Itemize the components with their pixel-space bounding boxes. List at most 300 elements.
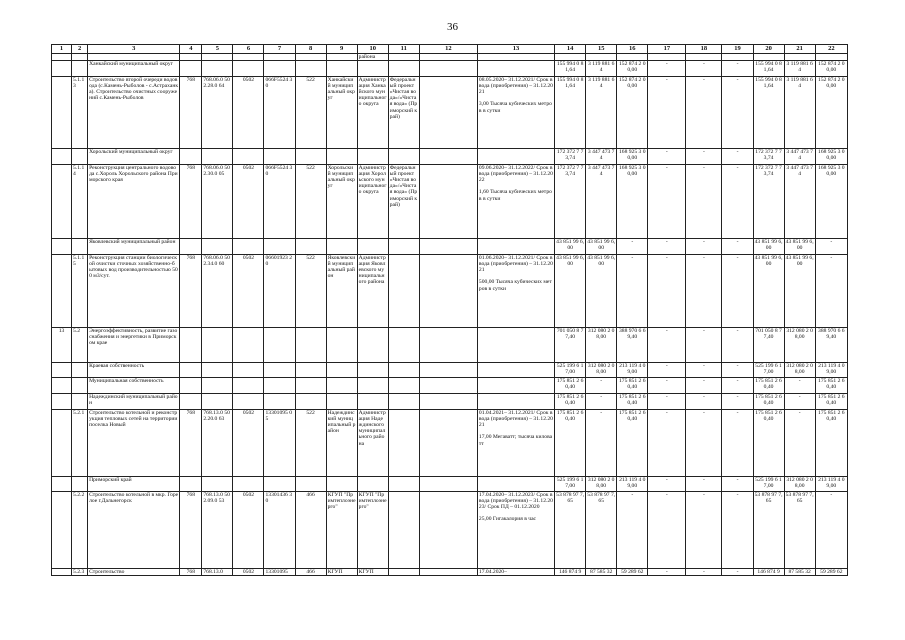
table-cell: [326, 328, 357, 363]
table-row: [52, 255, 848, 328]
table-cell: 312 080 2 08,00: [586, 477, 617, 492]
table-cell: [180, 477, 202, 492]
table-cell: [72, 61, 88, 77]
table-cell: -: [686, 410, 722, 477]
table-cell: 43 851 99 6,00: [586, 239, 617, 255]
table-cell: [295, 239, 326, 255]
table-cell: -: [648, 363, 686, 378]
table-cell: [419, 77, 477, 149]
table-row: [52, 378, 848, 394]
table-cell: [180, 239, 202, 255]
table-cell: Ханкайский муниципальный округ: [326, 77, 357, 149]
table-cell: 53 878 97 7,65: [555, 492, 586, 569]
table-cell: [477, 328, 554, 363]
table-cell: [388, 149, 419, 165]
table-cell: -: [686, 477, 722, 492]
table-cell: [419, 394, 477, 410]
table-cell: Приморский край: [88, 477, 180, 492]
table-cell: 213 119 4 09,00: [815, 363, 847, 378]
table-cell: 768.13.0: [202, 569, 233, 576]
table-cell: [264, 61, 295, 77]
table-cell: -: [617, 492, 648, 569]
table-cell: Федеральный проект «Чистая вода»/«Чистая вода» (Приморский край): [388, 77, 419, 149]
table-cell: 3 119 881 64: [586, 77, 617, 149]
table-cell: [52, 477, 72, 492]
table-cell: 066F5524 30: [264, 165, 295, 239]
table-cell: 0502: [233, 77, 264, 149]
table-row: [52, 61, 848, 77]
table-cell: 09.06.2020– 31.12.2022/ Срок ввода (приобретения) – 31.12.2022 1,60 Тысяча кубических метров в сутки: [477, 165, 554, 239]
table-cell: 59 289 62: [815, 569, 847, 576]
table-cell: [52, 410, 72, 477]
table-cell: 87 585 32: [586, 569, 617, 576]
table-cell: [180, 328, 202, 363]
table-cell: [419, 410, 477, 477]
table-cell: [357, 61, 388, 77]
table-cell: 5.1.15: [72, 255, 88, 328]
table-cell: [52, 378, 72, 394]
table-cell: -: [686, 378, 722, 394]
table-cell: [233, 149, 264, 165]
column-header: 16: [617, 45, 648, 54]
table-cell: [295, 378, 326, 394]
table-cell: Реконструкция станции биологической очистки сточных хозяйственно-бытовых вод производительностью 500 м3/сут.: [88, 255, 180, 328]
table-cell: [388, 410, 419, 477]
table-row: [52, 54, 848, 61]
table-cell: [233, 394, 264, 410]
table-cell: [88, 54, 180, 61]
table-cell: -: [648, 328, 686, 363]
table-cell: 213 119 4 09,00: [617, 477, 648, 492]
table-cell: Яковлевский муниципальный район: [326, 255, 357, 328]
table-cell: -: [722, 149, 753, 165]
table-cell: [202, 378, 233, 394]
table-cell: Администрация Ханкайского муниципального округа: [357, 77, 388, 149]
table-cell: [419, 239, 477, 255]
table-cell: 768: [180, 77, 202, 149]
table-cell: [202, 239, 233, 255]
table-cell: [72, 363, 88, 378]
table-cell: -: [722, 61, 753, 77]
table-cell: Ханкайский муниципальный округ: [88, 61, 180, 77]
table-cell: КГУП "Примтеплоэнерго": [326, 492, 357, 569]
table-cell: [477, 378, 554, 394]
table-cell: [52, 363, 72, 378]
table-cell: 175 851 2 60,40: [815, 394, 847, 410]
table-cell: 312 080 2 08,00: [586, 328, 617, 363]
table-cell: 152 874 2 00,00: [815, 61, 847, 77]
table-cell: 3 119 881 64: [784, 61, 815, 77]
table-cell: [233, 477, 264, 492]
table-cell: 155 994 0 81,64: [753, 77, 784, 149]
table-cell: Реконструкция центрального водовода с.Хороль Хорольского района Приморского края: [88, 165, 180, 239]
table-cell: 175 851 2 60,40: [815, 410, 847, 477]
column-header: 17: [648, 45, 686, 54]
table-cell: Краевая собственность: [88, 363, 180, 378]
column-header: 7: [264, 45, 295, 54]
table-cell: [388, 255, 419, 328]
table-cell: [357, 378, 388, 394]
table-cell: 17.04.2020– 31.12.2023/ Срок ввода (приобретения) – 31.12.2023/ Срок ПД – 01.12.2020 25,00 Гигакалория в час: [477, 492, 554, 569]
table-cell: -: [586, 378, 617, 394]
table-cell: -: [722, 239, 753, 255]
column-header: 2: [72, 45, 88, 54]
table-cell: 701 050 8 77,40: [753, 328, 784, 363]
table-cell: -: [648, 255, 686, 328]
table-cell: -: [648, 378, 686, 394]
table-cell: Хорольский муниципальный округ: [326, 165, 357, 239]
table-cell: [419, 492, 477, 569]
table-cell: [419, 378, 477, 394]
table-cell: 5.2.1: [72, 410, 88, 477]
table-cell: -: [722, 255, 753, 328]
table-cell: [295, 363, 326, 378]
table-cell: 5.2: [72, 328, 88, 363]
table-cell: -: [686, 394, 722, 410]
table-cell: [180, 61, 202, 77]
table-cell: -: [648, 77, 686, 149]
table-cell: [419, 328, 477, 363]
table-cell: [419, 149, 477, 165]
table-cell: 155 994 0 81,64: [753, 61, 784, 77]
table-cell: 01.04.2021– 31.12.2021/ Срок ввода (приобретения) – 31.12.2021 17,00 Мегаватт; тысяча киловатт: [477, 410, 554, 477]
table-row: [52, 410, 848, 477]
table-cell: [52, 54, 72, 61]
table-cell: -: [648, 165, 686, 239]
table-cell: -: [686, 77, 722, 149]
column-header: 6: [233, 45, 264, 54]
table-cell: 768: [180, 492, 202, 569]
table-cell: [388, 328, 419, 363]
table-cell: [295, 328, 326, 363]
table-cell: [815, 54, 847, 61]
table-cell: 768.13.0 502.20.0 63: [202, 410, 233, 477]
table-cell: 43 851 99 6,00: [753, 239, 784, 255]
column-header: 12: [419, 45, 477, 54]
table-cell: -: [722, 492, 753, 569]
table-cell: 172 372 7 73,74: [555, 165, 586, 239]
table-cell: 168 925 3 00,00: [815, 149, 847, 165]
table-cell: [52, 61, 72, 77]
table-cell: 213 119 4 09,00: [815, 477, 847, 492]
table-cell: [52, 492, 72, 569]
table-row: [52, 165, 848, 239]
table-cell: 87 585 32: [784, 569, 815, 576]
table-cell: Строительство: [88, 569, 180, 576]
table-cell: 172 372 7 73,74: [753, 165, 784, 239]
table-cell: -: [784, 378, 815, 394]
table-cell: [295, 54, 326, 61]
table-cell: -: [586, 394, 617, 410]
table-cell: 525 199 6 17,00: [555, 363, 586, 378]
table-cell: [202, 328, 233, 363]
table-cell: [555, 54, 586, 61]
table-cell: -: [648, 394, 686, 410]
table-row: [52, 363, 848, 378]
table-cell: 3 447 473 74: [586, 149, 617, 165]
table-cell: 175 851 2 60,40: [617, 394, 648, 410]
table-cell: Строительство котельной и реконструкция тепловых сетей на территории поселка Новый: [88, 410, 180, 477]
column-header: 5: [202, 45, 233, 54]
table-cell: [388, 394, 419, 410]
table-cell: [388, 54, 419, 61]
table-cell: [357, 477, 388, 492]
table-cell: -: [784, 410, 815, 477]
table-cell: 3 119 881 64: [784, 77, 815, 149]
table-cell: [477, 149, 554, 165]
table-cell: -: [722, 394, 753, 410]
table-cell: [477, 61, 554, 77]
table-cell: -: [815, 239, 847, 255]
table-cell: [264, 378, 295, 394]
table-cell: 43 851 99 6,00: [555, 255, 586, 328]
table-cell: 5.1.14: [72, 165, 88, 239]
table-cell: [617, 54, 648, 61]
table-cell: 13301095 05: [264, 410, 295, 477]
column-header: 14: [555, 45, 586, 54]
table-cell: [264, 477, 295, 492]
table-cell: [180, 149, 202, 165]
table-cell: -: [722, 477, 753, 492]
table-cell: 175 851 2 60,40: [555, 378, 586, 394]
table-cell: [180, 394, 202, 410]
column-header: 20: [753, 45, 784, 54]
table-cell: 175 851 2 60,40: [753, 394, 784, 410]
table-cell: [326, 239, 357, 255]
table-cell: 388 970 6 69,40: [617, 328, 648, 363]
table-cell: [326, 363, 357, 378]
table-cell: -: [648, 410, 686, 477]
table-cell: 43 851 99 6,00: [586, 255, 617, 328]
table-cell: -: [686, 149, 722, 165]
table-cell: 43 851 99 6,00: [784, 255, 815, 328]
table-cell: 3 447 473 74: [784, 165, 815, 239]
table-cell: [419, 569, 477, 576]
table-cell: Яковлевский муниципальный район: [88, 239, 180, 255]
table-cell: 522: [295, 165, 326, 239]
table-cell: [52, 394, 72, 410]
table-cell: 466: [295, 492, 326, 569]
table-cell: [419, 477, 477, 492]
table-cell: 0502: [233, 165, 264, 239]
table-row: [52, 492, 848, 569]
table-cell: 06601923 20: [264, 255, 295, 328]
table-cell: 0502: [233, 255, 264, 328]
table-cell: [264, 54, 295, 61]
table-cell: [388, 378, 419, 394]
page-number: 36: [447, 21, 458, 33]
table-cell: -: [722, 363, 753, 378]
table-cell: 146 874 9: [555, 569, 586, 576]
column-header: 3: [88, 45, 180, 54]
table-cell: 13301095: [264, 569, 295, 576]
table-cell: [326, 394, 357, 410]
table-cell: 152 874 2 00,00: [617, 61, 648, 77]
table-cell: [202, 149, 233, 165]
table-cell: [753, 54, 784, 61]
table-cell: 43 851 99 6,00: [784, 239, 815, 255]
table-cell: 17.04.2020–: [477, 569, 554, 576]
table-cell: 768.06.0 502.34.0 60: [202, 255, 233, 328]
table-cell: 53 878 97 7,65: [586, 492, 617, 569]
table-cell: 01.06.2020– 31.12.2021/ Срок ввода (приобретения) – 31.12.2021 500,00 Тысяча кубических метров в сутки: [477, 255, 554, 328]
column-header: 22: [815, 45, 847, 54]
table-cell: Энергоэффективность, развитие газоснабжения и энергетики в Приморском крае: [88, 328, 180, 363]
table-cell: 43 851 99 6,00: [555, 239, 586, 255]
table-cell: 522: [295, 410, 326, 477]
table-cell: 08.05.2020– 31.12.2021/ Срок ввода (приобретения) – 31.12.2021 3,00 Тысяча кубических метров в сутки: [477, 77, 554, 149]
table-cell: 175 851 2 60,40: [555, 394, 586, 410]
table-cell: [233, 363, 264, 378]
table-cell: -: [648, 149, 686, 165]
table-cell: 701 050 8 77,40: [555, 328, 586, 363]
table-cell: 768: [180, 569, 202, 576]
table-cell: [295, 149, 326, 165]
table-cell: [72, 149, 88, 165]
table-cell: [52, 149, 72, 165]
table-cell: 175 851 2 60,40: [753, 378, 784, 394]
table-cell: [202, 477, 233, 492]
table-cell: Администрация Хорольского муниципального округа: [357, 165, 388, 239]
table-cell: -: [617, 255, 648, 328]
table-cell: 768: [180, 410, 202, 477]
table-cell: Строительство котельной в мкр. Горелое г.Дальнегорск: [88, 492, 180, 569]
table-cell: [477, 54, 554, 61]
table-cell: -: [686, 165, 722, 239]
table-cell: [264, 394, 295, 410]
table-cell: 168 925 3 00,00: [617, 149, 648, 165]
table-cell: 525 199 6 17,00: [753, 477, 784, 492]
table-cell: -: [722, 165, 753, 239]
table-cell: [264, 363, 295, 378]
column-header: 1: [52, 45, 72, 54]
table-cell: [388, 477, 419, 492]
table-cell: [72, 477, 88, 492]
table-cell: [388, 492, 419, 569]
table-cell: [202, 61, 233, 77]
table-cell: 13: [52, 328, 72, 363]
table-cell: [477, 239, 554, 255]
table-cell: -: [648, 239, 686, 255]
table-cell: [477, 394, 554, 410]
table-cell: [52, 569, 72, 576]
table-cell: 175 851 2 60,40: [617, 378, 648, 394]
table-cell: [419, 54, 477, 61]
table-cell: 3 119 881 64: [586, 61, 617, 77]
table-cell: [388, 61, 419, 77]
table-cell: 5.2.2: [72, 492, 88, 569]
table-cell: 168 925 3 00,00: [815, 165, 847, 239]
table-cell: [52, 165, 72, 239]
table-cell: Муниципальная собственность: [88, 378, 180, 394]
table-row: [52, 477, 848, 492]
table-cell: 43 851 99 6,00: [753, 255, 784, 328]
table-cell: 768: [180, 165, 202, 239]
table-cell: -: [722, 378, 753, 394]
table-cell: -: [648, 477, 686, 492]
table-cell: [388, 239, 419, 255]
table-cell: 0502: [233, 569, 264, 576]
column-header: 21: [784, 45, 815, 54]
column-header: 9: [326, 45, 357, 54]
table-cell: [233, 239, 264, 255]
table-cell: 175 851 2 60,40: [815, 378, 847, 394]
table-cell: Надеждинский муниципальный район: [326, 410, 357, 477]
table-cell: -: [722, 410, 753, 477]
budget-table: [51, 44, 848, 576]
table-cell: 3 447 473 74: [586, 165, 617, 239]
table-row: [52, 328, 848, 363]
table-cell: 146 874 9: [753, 569, 784, 576]
table-cell: -: [686, 363, 722, 378]
table-cell: [648, 54, 686, 61]
table-cell: [357, 328, 388, 363]
table-cell: [264, 328, 295, 363]
table-row: [52, 569, 848, 576]
table-cell: 5.1.13: [72, 77, 88, 149]
table-cell: 0502: [233, 410, 264, 477]
table-cell: 466: [295, 569, 326, 576]
table-cell: [72, 239, 88, 255]
table-cell: КГУП: [357, 569, 388, 576]
table-cell: -: [648, 569, 686, 576]
table-cell: 152 874 2 00,00: [815, 77, 847, 149]
table-cell: [357, 394, 388, 410]
table-cell: 13301436 30: [264, 492, 295, 569]
table-cell: 155 994 0 81,64: [555, 77, 586, 149]
table-cell: 152 874 2 00,00: [617, 77, 648, 149]
table-cell: 168 925 3 00,00: [617, 165, 648, 239]
table-cell: 59 289 62: [617, 569, 648, 576]
table-cell: -: [686, 569, 722, 576]
table-header-row: [52, 45, 848, 54]
table-cell: 312 080 2 08,00: [784, 328, 815, 363]
table-cell: 175 851 2 60,40: [555, 410, 586, 477]
table-cell: [326, 149, 357, 165]
table-cell: [202, 363, 233, 378]
table-cell: [326, 477, 357, 492]
table-cell: -: [686, 492, 722, 569]
column-header: 10: [357, 45, 388, 54]
table-cell: [326, 378, 357, 394]
table-cell: -: [617, 239, 648, 255]
table-cell: [784, 54, 815, 61]
column-header: 18: [686, 45, 722, 54]
table-row: [52, 239, 848, 255]
table-cell: 3 447 473 74: [784, 149, 815, 165]
table-cell: [233, 61, 264, 77]
table-cell: -: [648, 492, 686, 569]
table-cell: [202, 54, 233, 61]
table-cell: -: [722, 328, 753, 363]
table-cell: -: [722, 569, 753, 576]
table-cell: [72, 394, 88, 410]
table-cell: [180, 363, 202, 378]
table-cell: Администрация Яковлевского муниципального района: [357, 255, 388, 328]
table-cell: [295, 61, 326, 77]
table-cell: 768.06.0 502.28.0 64: [202, 77, 233, 149]
table-cell: Строительство второй очереди водовода (с.Камень-Рыболов - с.Астраханка). Строительство очистных сооружений с.Камень-Рыболов: [88, 77, 180, 149]
table-cell: 53 878 97 7,65: [753, 492, 784, 569]
table-cell: [295, 394, 326, 410]
table-cell: [419, 165, 477, 239]
table-cell: 172 372 7 73,74: [555, 149, 586, 165]
table-cell: [326, 54, 357, 61]
table-cell: -: [815, 492, 847, 569]
table-row: [52, 77, 848, 149]
table-cell: -: [815, 255, 847, 328]
table-cell: [202, 394, 233, 410]
